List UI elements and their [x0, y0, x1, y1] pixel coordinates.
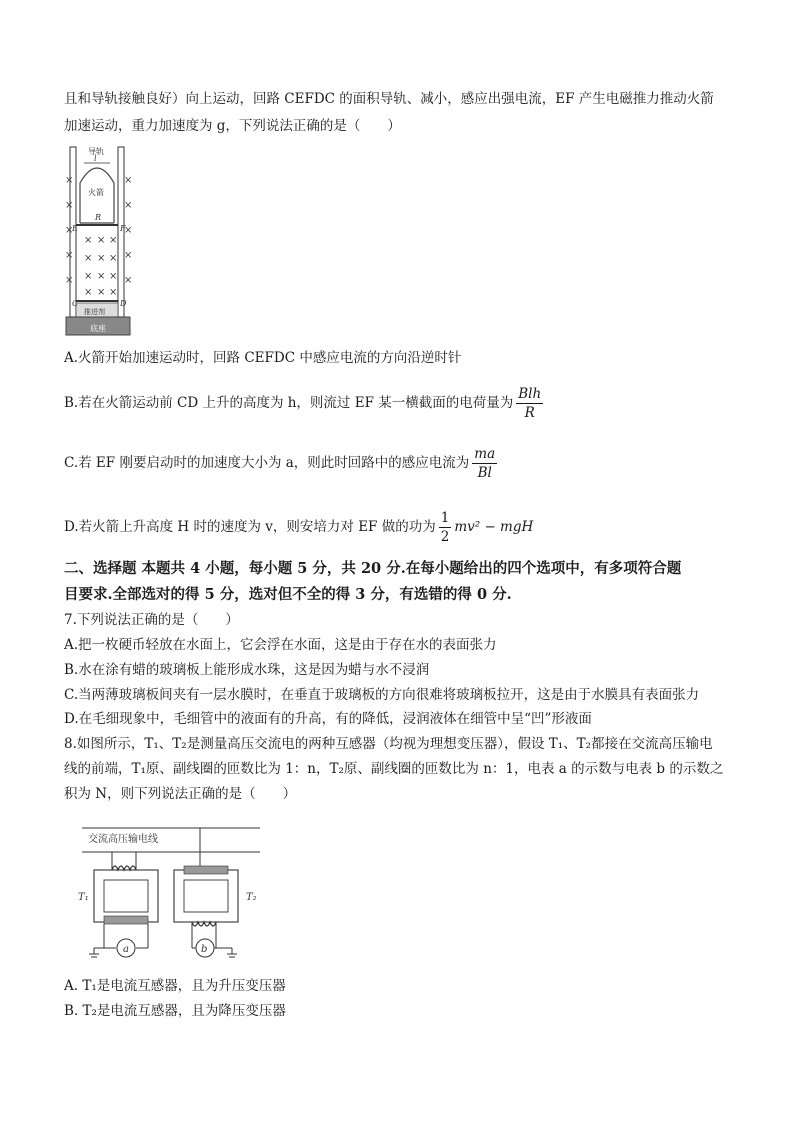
svg-text:×: × [109, 253, 118, 264]
svg-text:×: × [97, 287, 106, 298]
intro-line-2: 加速运动，重力加速度为 g，下列说法正确的是（ ） [64, 118, 401, 134]
svg-text:×: × [97, 271, 106, 282]
svg-text:×: × [65, 225, 74, 236]
q7-option-d: D.在毛细现象中，毛细管中的液面有的升高，有的降低，浸润液体在细管中呈“凹”形液面 [64, 711, 592, 727]
meter-b-label: b [201, 944, 208, 955]
rocket-rail-figure [64, 143, 136, 338]
q7-stem: 7.下列说法正确的是（ ） [64, 612, 239, 628]
power-line-label: 交流高压输电线 [88, 834, 158, 845]
svg-text:×: × [84, 287, 93, 298]
svg-text:×: × [124, 200, 133, 211]
rail-label: 导轨 [88, 147, 104, 156]
f-label: F [120, 224, 126, 233]
width-label: l [94, 154, 97, 163]
r-label: R [95, 213, 102, 222]
svg-text:×: × [124, 175, 133, 186]
t1-label: T₁ [78, 892, 89, 903]
q6-option-d: D.若火箭上升高度 H 时的速度为 v，则安培力对 EF 做的功为 $\frac{1}{2}$ mv² − mgH [64, 510, 534, 545]
e-label: E [72, 224, 78, 233]
svg-text:×: × [97, 253, 106, 264]
q6-option-a: A.火箭开始加速运动时，回路 CEFDC 中感应电流的方向沿逆时针 [64, 350, 462, 366]
svg-text:×: × [124, 275, 133, 286]
svg-text:×: × [84, 271, 93, 282]
c-label: C [72, 299, 79, 308]
meter-a-label: a [123, 944, 129, 955]
svg-text:×: × [97, 235, 106, 246]
svg-text:×: × [84, 253, 93, 264]
svg-text:×: × [65, 275, 74, 286]
q8-stem-line-2: 线的前端，T₁原、副线圈的匝数比为 1：n，T₂原、副线圈的匝数比为 n：1，电表 a 的示数与电表 b 的示数之 [64, 761, 724, 777]
q8-stem-line-3: 积为 N，则下列说法正确的是（ ） [64, 786, 297, 802]
q6-option-c: C.若 EF 刚要启动时的加速度大小为 a，则此时回路中的感应电流为 $\frac{ma}{Bl}$ [64, 446, 496, 481]
svg-text:×: × [65, 200, 74, 211]
pusher-label: 推进剂 [84, 308, 105, 316]
q7-option-b: B.水在涂有蜡的玻璃板上能形成水珠，这是因为蜡与水不浸润 [64, 662, 430, 678]
svg-text:×: × [84, 235, 93, 246]
q7-option-c: C.当两薄玻璃板间夹有一层水膜时，在垂直于玻璃板的方向很难将玻璃板拉开，这是由于水膜具有表面张力 [64, 687, 700, 703]
q6-b-fraction: $\frac{\text{Blh}}{R}$ [518, 386, 542, 421]
svg-text:×: × [109, 271, 118, 282]
section-2-header-line-2: 目要求.全部选对的得 5 分，选对但不全的得 3 分，有选错的得 0 分. [64, 586, 512, 603]
svg-text:×: × [109, 287, 118, 298]
transformer-figure [64, 820, 274, 965]
svg-text:×: × [124, 250, 133, 261]
q6-c-fraction: $\frac{ma}{Bl}$ [474, 446, 496, 481]
t2-primary-coil [184, 866, 228, 874]
intro-line-1: 且和导轨接触良好）向上运动，回路 CEFDC 的面积导轨、减小，感应出强电流，EF 产生电磁推力推动火箭 [64, 91, 714, 107]
q8-stem-line-1: 8.如图所示，T₁、T₂是测量高压交流电的两种互感器（均视为理想变压器），假设 T₁、T₂都接在交流高压输电 [64, 736, 713, 752]
q7-option-a: A.把一枚硬币轻放在水面上，它会浮在水面，这是由于存在水的表面张力 [64, 637, 497, 653]
q8-option-a: A. T₁是电流互感器，且为升压变压器 [64, 978, 286, 994]
t2-label: T₂ [246, 892, 257, 903]
rocket-label: 火箭 [88, 188, 104, 197]
svg-text:×: × [65, 250, 74, 261]
q6-d-fraction: $\frac{1}{2}$ [440, 510, 450, 545]
section-2-header-line-1: 二、选择题 本题共 4 小题，每小题 5 分，共 20 分.在每小题给出的四个选项中，有多项符合题 [64, 560, 682, 577]
d-label: D [120, 299, 127, 308]
q6-option-b: B.若在火箭运动前 CD 上升的高度为 h，则流过 EF 某一横截面的电荷量为 $\frac{\text{Blh}}{R}$ [64, 386, 542, 421]
svg-text:×: × [109, 235, 118, 246]
svg-text:×: × [65, 175, 74, 186]
t1-secondary-coil [104, 916, 148, 924]
svg-text:×: × [124, 225, 133, 236]
q8-option-b: B. T₂是电流互感器，且为降压变压器 [64, 1003, 286, 1019]
base-label: 底座 [90, 324, 106, 333]
